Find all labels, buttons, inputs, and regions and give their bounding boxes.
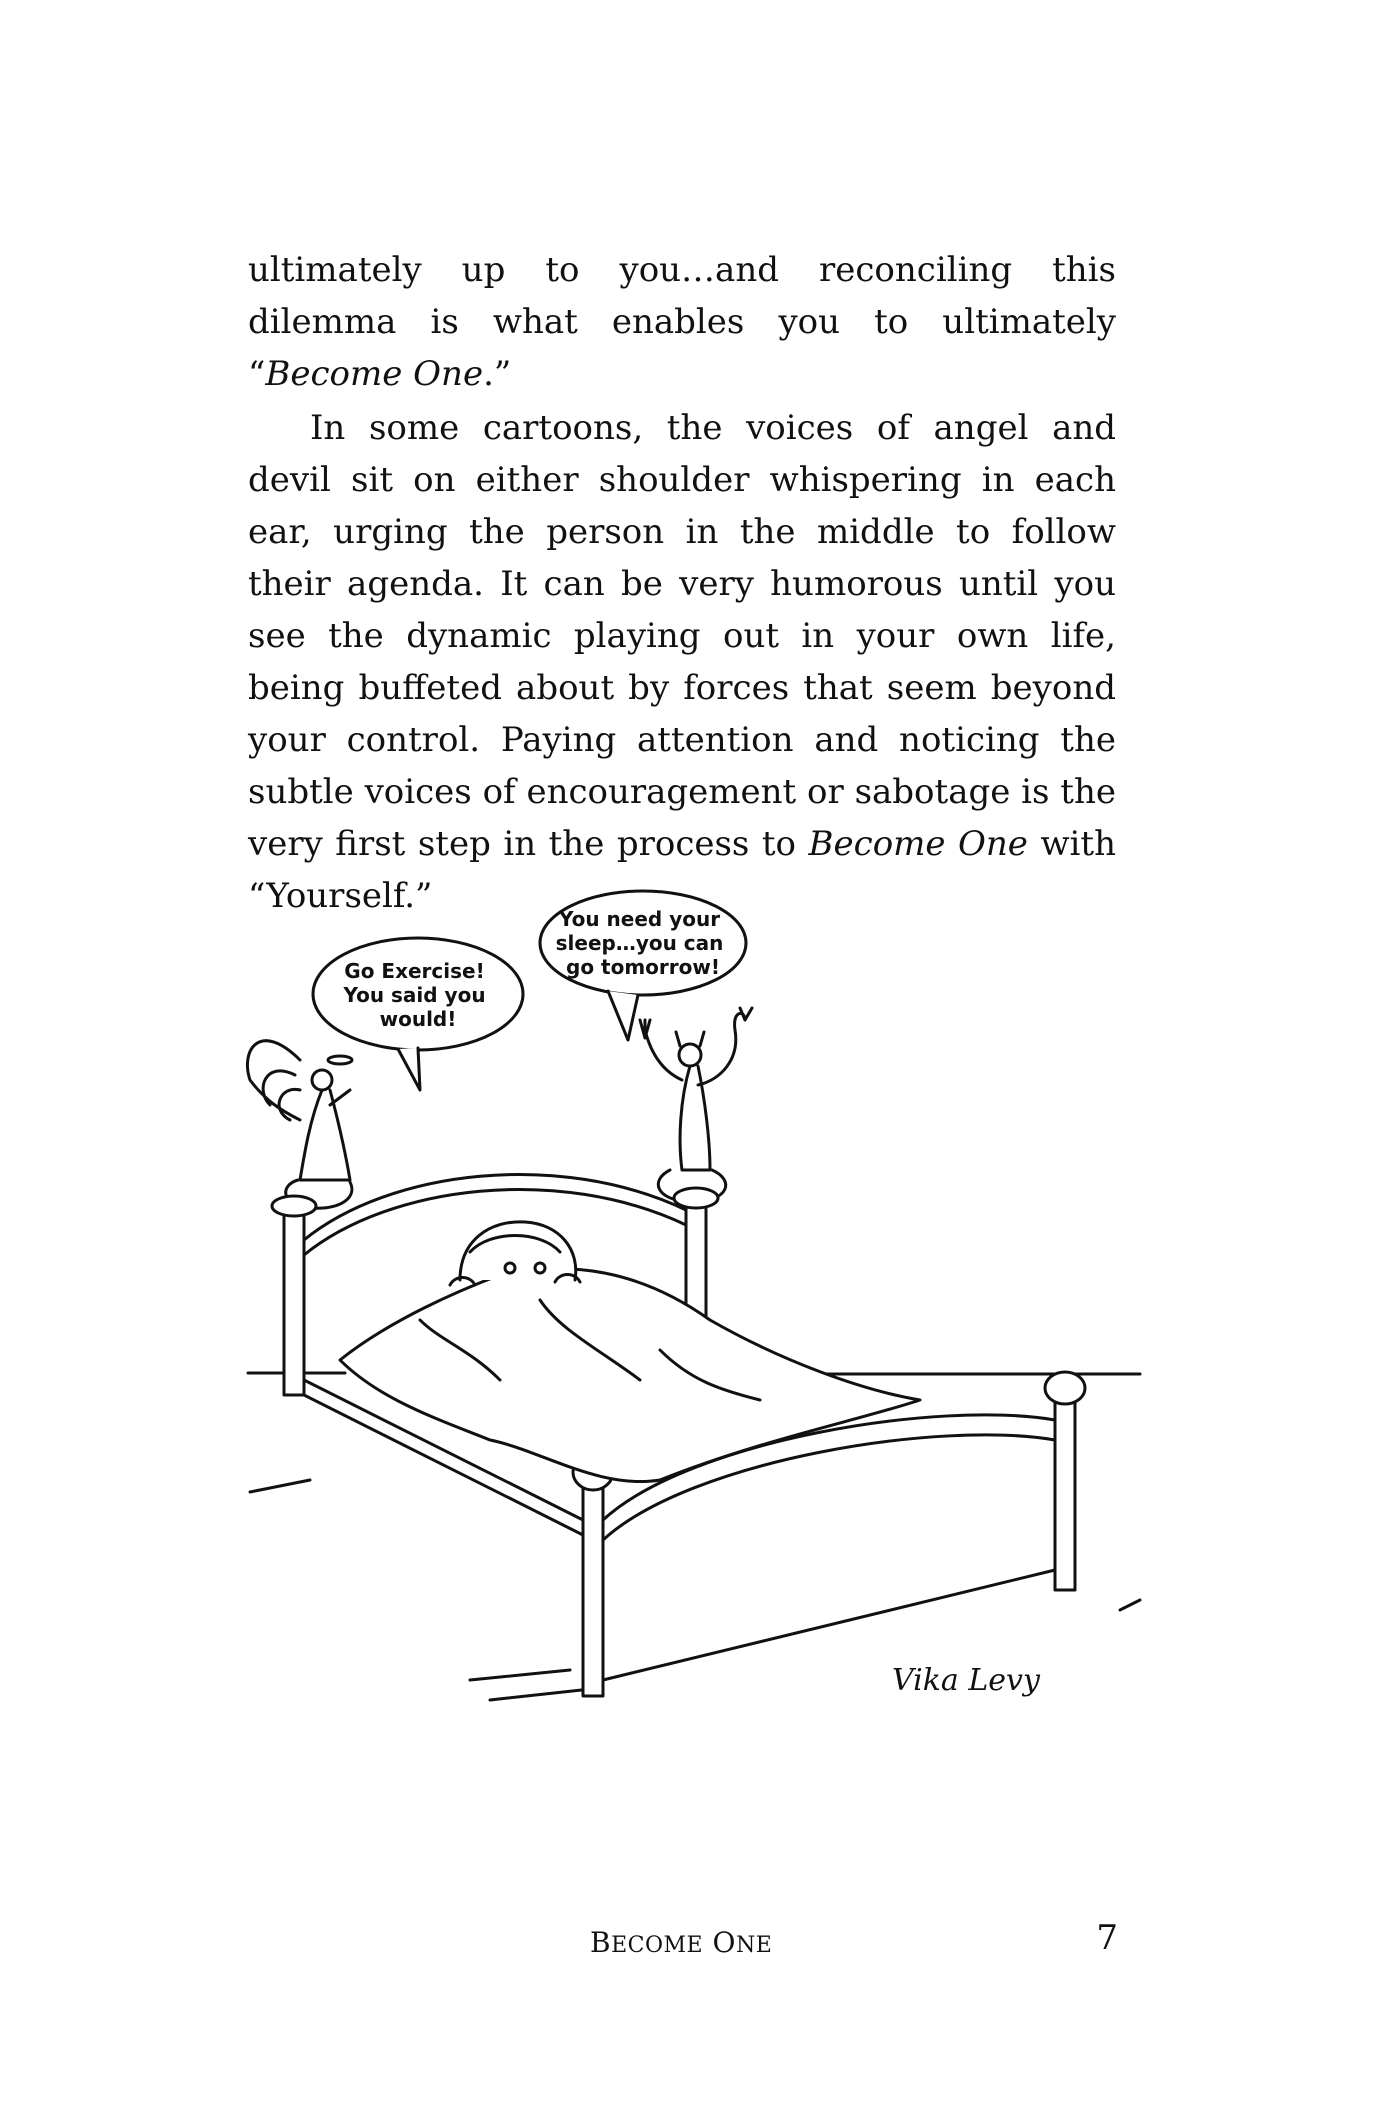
paragraph-1-text-a: ultimately up to you…and reconciling this dilemma is what enables you to ultimately “ <box>248 250 1116 394</box>
artist-signature: Vika Levy <box>892 1663 1040 1698</box>
devil-bubble-line-3: go tomorrow! <box>566 955 720 979</box>
paragraph-2-text-b: with “Yourself.” <box>248 824 1116 916</box>
bed-post-front-right <box>1055 1400 1075 1590</box>
page-number: 7 <box>1096 1918 1118 1958</box>
angel-bubble-line-3: would! <box>379 1007 457 1031</box>
paragraph-2-text-a: In some cartoons, the voices of angel and devil sit on either shoulder whispering in each ear, urging the person in the middle to follow their agenda. It can be very humorous until you see the dynamic playing out in your own life, being buffeted about by forces that seem beyond your control. Paying attention and noticing the subtle voices of encouragement or sabotage is the very first step in the process to <box>248 408 1116 864</box>
bed-post-front-left <box>583 1486 603 1696</box>
sleeping-person <box>450 1222 580 1285</box>
running-footer-title: BECOME ONE <box>590 1926 773 1959</box>
paragraph-1 <box>248 244 1116 400</box>
angel-bubble-line-1: Go Exercise! <box>344 959 485 983</box>
devil-bubble-tail <box>608 991 638 1040</box>
angel-bubble-text <box>342 959 492 1031</box>
bed-post-back-left <box>284 1210 304 1395</box>
devil-bubble-line-2: sleep…you can <box>555 931 724 955</box>
paragraph-1-emphasis: Become One <box>265 354 484 394</box>
angel-figure <box>247 1041 352 1208</box>
angel-bubble-tail <box>398 1048 420 1090</box>
floor-shadow-left <box>250 1480 310 1492</box>
devil-figure <box>640 1008 752 1202</box>
devil-bubble-text <box>556 907 731 979</box>
cartoon-illustration <box>240 880 1160 1740</box>
paragraph-2 <box>248 402 1116 922</box>
angel-bubble-line-2: You said you <box>343 983 486 1007</box>
paragraph-1-text-b: .” <box>483 354 512 394</box>
paragraph-2-emphasis: Become One <box>808 824 1028 864</box>
devil-bubble-line-1: You need your <box>558 907 721 931</box>
